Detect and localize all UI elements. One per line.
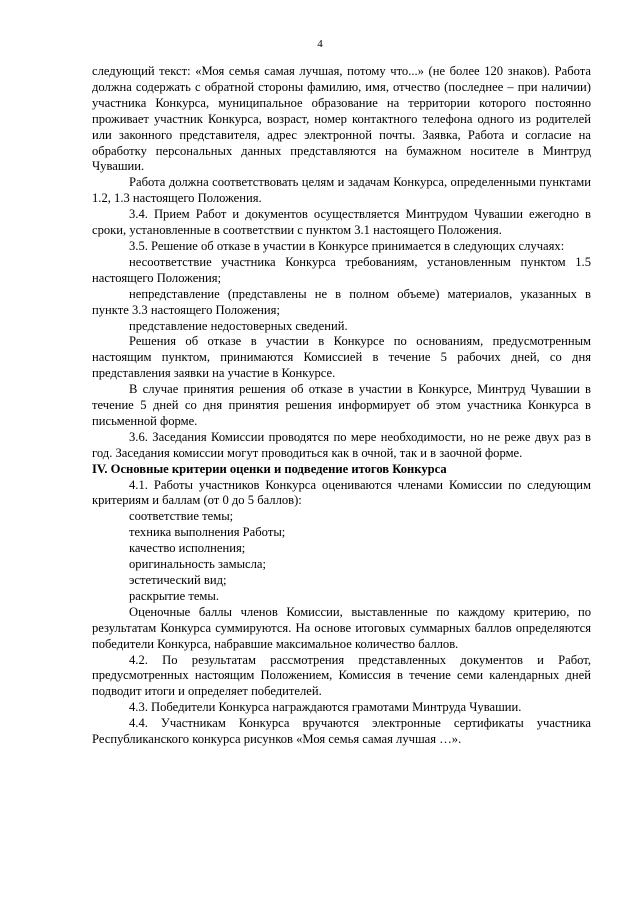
body-paragraph: представление недостоверных сведений. [129,318,348,333]
body-paragraph: Решения об отказе в участии в Конкурсе по основаниям, предусмотренным настоящим пунктом, принимаются Комиссией в течение 5 рабочих дней, со дня представления заявки на участие в Конкурсе. [92,334,591,381]
body-paragraph: 3.4. Прием Работ и документов осуществляется Минтрудом Чувашии ежегодно в сроки, установленные в соответствии с пунктом 3.1 настоящего Положения. [92,207,591,238]
criterion-item: оригинальность замысла; [129,557,267,572]
body-paragraph: Работа должна соответствовать целям и задачам Конкурса, определенными пунктами 1.2, 1.3 настоящего Положения. [92,175,591,206]
body-paragraph: 3.5. Решение об отказе в участии в Конкурсе принимается в следующих случаях: [129,238,565,253]
document-body [92,64,591,748]
body-paragraph: 4.4. Участникам Конкурса вручаются электронные сертификаты участника Республиканского конкурса рисунков «Моя семья самая лучшая …». [92,716,591,747]
body-paragraph: следующий текст: «Моя семья самая лучшая, потому что...» (не более 120 знаков). Работа должна содержать с обратной стороны фамилию, имя, отчество (последнее – при наличии) участника Конкурса, муниципальное образование на территории которого постоянно проживает участник Конкурса, возраст, номер контактного телефона одного из родителей или законного представителя, адрес электронной почты. Заявка, Работа и согласие на обработку персональных данных представляются на бумажном носителе в Минтруд Чувашии. [92,64,591,174]
criterion-item: раскрытие темы. [129,588,220,603]
section-heading: IV. Основные критерии оценки и подведение итогов Конкурса [92,461,447,476]
criterion-item: качество исполнения; [129,541,246,556]
body-paragraph: 4.3. Победители Конкурса награждаются грамотами Минтруда Чувашии. [129,700,522,715]
body-paragraph: 4.1. Работы участников Конкурса оцениваются членами Комиссии по следующим критериям и баллам (от 0 до 5 баллов): [92,477,591,508]
page-number: 4 [317,38,323,50]
criterion-item: эстетический вид; [129,573,227,587]
body-paragraph: 4.2. По результатам рассмотрения представленных документов и Работ, предусмотренных настоящим Положением, Комиссия в течение семи календарных дней подводит итоги и определяет победителей. [92,652,591,699]
body-paragraph: В случае принятия решения об отказе в участии в Конкурсе, Минтруд Чувашии в течение 5 дней со дня принятия решения информирует об этом участника Конкурса в письменной форме. [92,382,591,428]
body-paragraph: непредставление (представлены не в полном объеме) материалов, указанных в пункте 3.3 настоящего Положения; [92,286,591,317]
section-iii-continuation [92,64,591,462]
criterion-item: соответствие темы; [129,509,234,524]
criterion-item: техника выполнения Работы; [129,525,286,540]
section-iv-body [92,478,591,748]
body-paragraph: 3.6. Заседания Комиссии проводятся по мере необходимости, но не реже двух раз в год. Заседания комиссии могут проводиться как в очной, так и в заочной форме. [92,429,591,460]
body-paragraph: несоответствие участника Конкурса требованиям, установленным пунктом 1.5 настоящего Положения; [92,254,591,285]
body-paragraph: Оценочные баллы членов Комиссии, выставленные по каждому критерию, по результатам Конкурса суммируются. На основе итоговых суммарных баллов определяются победители Конкурса, набравшие максимальное количество баллов. [92,604,591,651]
